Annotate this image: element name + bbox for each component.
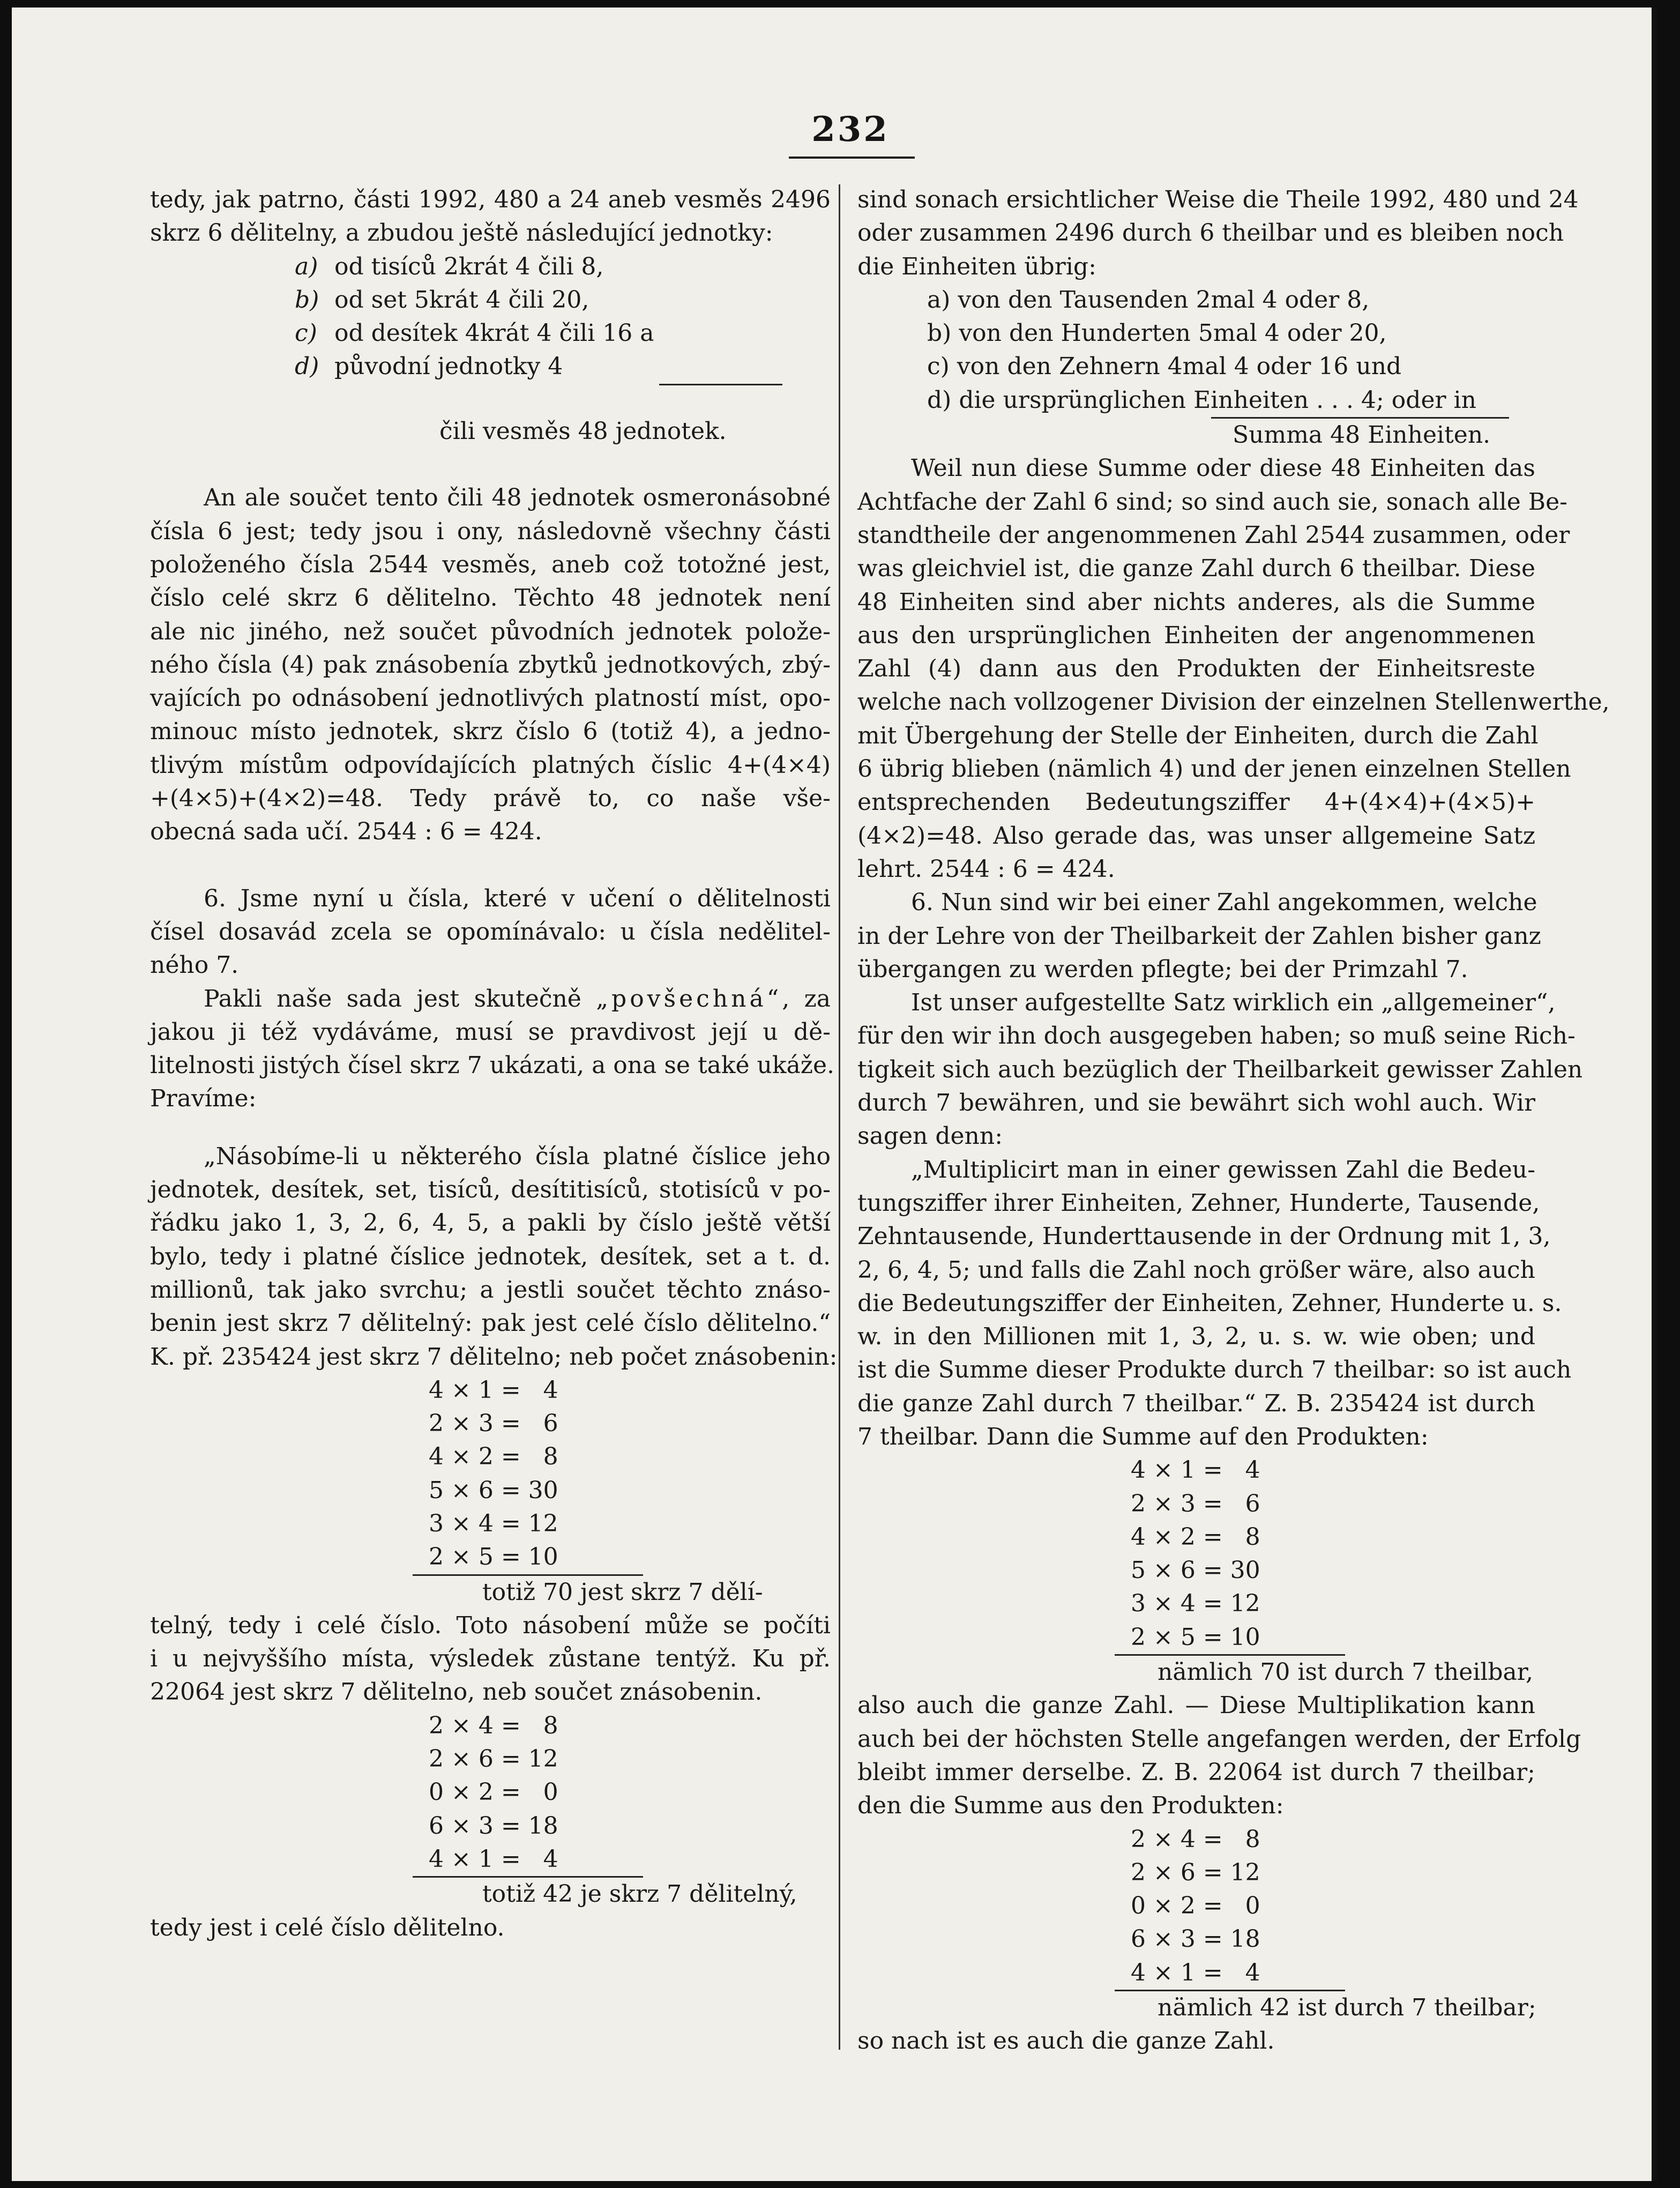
text-line: 6 übrig blieben (nämlich 4) und der jenen einzelnen Stellen — [857, 755, 1571, 783]
calc-row: 4 × 2 = 8 — [1131, 1523, 1260, 1551]
list-item: c) od desítek 4krát 4 čili 16 a — [295, 319, 654, 347]
text-line: die Bedeutungsziffer der Einheiten, Zehner, Hunderte u. s. — [857, 1289, 1562, 1317]
text-line: Ist unser aufgestellte Satz wirklich ein „allgemeiner“, — [911, 989, 1556, 1017]
calc-row: 6 × 3 = 18 — [429, 1812, 558, 1840]
text-line: položeného čísla 2544 vesměs, aneb což totožné jest, — [150, 550, 831, 578]
text-line: in der Lehre von der Theilbarkeit der Zahlen bisher ganz — [857, 922, 1541, 950]
text-line: standtheile der angenommenen Zahl 2544 zusammen, oder — [857, 521, 1570, 549]
calc-row: 3 × 4 = 12 — [429, 1509, 558, 1537]
text-line: so nach ist es auch die ganze Zahl. — [857, 2027, 1275, 2055]
text-line: ného čísla (4) pak znásobenía zbytků jednotkových, zbý- — [150, 651, 831, 679]
text-line: Achtfache der Zahl 6 sind; so sind auch sie, sonach alle Be- — [857, 488, 1567, 516]
text-line: „Multiplicirt man in einer gewissen Zahl die Bedeu- — [911, 1156, 1535, 1184]
text-line: Pravíme: — [150, 1085, 257, 1113]
text-line: litelnosti jistých čísel skrz 7 ukázati, a ona se také ukáže. — [150, 1052, 834, 1080]
text-line: tedy, jak patrno, části 1992, 480 a 24 aneb vesměs 2496 — [150, 186, 831, 213]
calc-row: 5 × 6 = 30 — [1131, 1557, 1260, 1584]
text-line: bleibt immer derselbe. Z. B. 22064 ist durch 7 theilbar; — [857, 1758, 1535, 1786]
text-line: was gleichviel ist, die ganze Zahl durch 6 theilbar. Diese — [857, 555, 1535, 583]
text-line: sind sonach ersichtlicher Weise die Theile 1992, 480 und 24 — [857, 186, 1579, 213]
calc-row: 4 × 1 = 4 — [1131, 1456, 1260, 1484]
calc-row: 0 × 2 = 0 — [1131, 1892, 1260, 1920]
sum-rule — [659, 384, 782, 385]
czech-paragraph-2 — [150, 481, 831, 849]
text-line: 7 theilbar. Dann die Summe auf den Produkten: — [857, 1423, 1429, 1450]
text-line: Zehntausende, Hunderttausende in der Ordnung mit 1, 3, — [857, 1223, 1551, 1251]
text-line: 6. Nun sind wir bei einer Zahl angekommen, welche — [911, 889, 1537, 917]
calc-row: 5 × 6 = 30 — [429, 1476, 558, 1504]
text-line: oder zusammen 2496 durch 6 theilbar und es bleiben noch — [857, 219, 1564, 247]
list-total: čili vesměs 48 jednotek. — [439, 418, 727, 445]
german-calculation-2 — [857, 1823, 1535, 1991]
text-line: Zahl (4) dann aus den Produkten der Einheitsreste — [857, 655, 1535, 683]
text-line: řádku jako 1, 3, 2, 6, 4, 5, a pakli by číslo ještě větší — [150, 1209, 831, 1237]
list-item: a) od tisíců 2krát 4 čili 8, — [295, 252, 604, 280]
text-line: lehrt. 2544 : 6 = 424. — [857, 855, 1115, 883]
czech-column — [150, 183, 838, 1945]
german-column — [857, 183, 1610, 2058]
calc-row: 2 × 6 = 12 — [429, 1745, 558, 1773]
text-line: tlivým místům odpovídajících platných číslic 4+(4×4) — [150, 751, 831, 779]
text-line: tungsziffer ihrer Einheiten, Zehner, Hunderte, Tausende, — [857, 1189, 1540, 1217]
text-line: benin jest skrz 7 dělitelný: pak jest celé číslo dělitelno.“ — [150, 1309, 831, 1337]
text-line: An ale součet tento čili 48 jednotek osmeronásobné — [204, 484, 831, 512]
text-line: K. př. 235424 jest skrz 7 dělitelno; neb počet znásobenin: — [150, 1343, 838, 1371]
text-line: welche nach vollzogener Division der einzelnen Stellenwerthe, — [857, 688, 1610, 716]
czech-paragraph-1 — [150, 183, 831, 250]
text-line: (4×2)=48. Also gerade das, was unser allgemeine Satz — [857, 822, 1535, 850]
text-line: die ganze Zahl durch 7 theilbar.“ Z. B. 235424 ist durch — [857, 1389, 1535, 1417]
text-line: „Násobíme-li u některého čísla platné číslice jeho — [204, 1142, 831, 1170]
german-paragraph-1 — [857, 183, 1579, 284]
calc-row: 2 × 4 = 8 — [429, 1711, 558, 1739]
german-paragraph-4 — [857, 986, 1583, 1153]
text-line: +(4×5)+(4×2)=48. Tedy právě to, co naše vše- — [150, 785, 831, 813]
german-rule-quote — [857, 1153, 1572, 1454]
column-divider — [839, 184, 840, 2050]
text-line: den die Summe aus den Produkten: — [857, 1792, 1284, 1820]
calc-row: 4 × 1 = 4 — [1115, 1956, 1345, 1991]
calc-row: 6 × 3 = 18 — [1131, 1925, 1260, 1953]
text-line: w. in den Millionen mit 1, 3, 2, u. s. w. wie oben; und — [857, 1323, 1535, 1351]
calc-row: 0 × 2 = 0 — [429, 1778, 558, 1806]
list-item: b) von den Hunderten 5mal 4 oder 20, — [927, 319, 1387, 347]
text-line: für den wir ihn doch ausgegeben haben; so muß seine Rich- — [857, 1022, 1576, 1050]
page-number-rule — [789, 157, 915, 159]
text-line: obecná sada učí. 2544 : 6 = 424. — [150, 818, 542, 846]
text-line: ale nic jiného, než součet původních jednotek polože- — [150, 617, 831, 645]
list-item: d) původní jednotky 4 — [295, 353, 563, 381]
calc-row: 2 × 5 = 10 — [413, 1540, 643, 1575]
calc-row: 4 × 1 = 4 — [413, 1843, 643, 1878]
list-item: b) od set 5krát 4 čili 20, — [295, 286, 589, 314]
text-line: čísel dosavád zcela se opomínávalo: u čísla nedělitel- — [150, 918, 831, 946]
czech-paragraph-6 — [150, 1609, 831, 1709]
calc-result: totiž 70 jest skrz 7 dělí- — [482, 1578, 763, 1606]
text-line: jakou ji též vydáváme, musí se pravdivost její u dě- — [150, 1018, 831, 1046]
text-line: die Einheiten übrig: — [857, 252, 1096, 280]
czech-calculation-2 — [150, 1709, 831, 1878]
calc-row: 2 × 4 = 8 — [1131, 1825, 1260, 1853]
czech-calculation-1 — [150, 1374, 831, 1576]
text-line: tigkeit sich auch bezüglich der Theilbarkeit gewisser Zahlen — [857, 1055, 1583, 1083]
list-total: Summa 48 Einheiten. — [1233, 421, 1491, 449]
german-paragraph-3 — [857, 886, 1541, 986]
czech-paragraph-3 — [150, 882, 831, 983]
text-line: vajících po odnásobení jednotlivých platností míst, opo- — [150, 684, 831, 712]
text-line: skrz 6 dělitelny, a zbudou ještě následující jednotky: — [150, 219, 773, 247]
calc-row: 2 × 3 = 6 — [1131, 1490, 1260, 1517]
calc-row: 4 × 1 = 4 — [429, 1376, 558, 1404]
calc-result: totiž 42 je skrz 7 dělitelný, — [482, 1880, 797, 1908]
text-line: Weil nun diese Summe oder diese 48 Einheiten das — [911, 455, 1535, 482]
list-item: a) von den Tausenden 2mal 4 oder 8, — [927, 286, 1370, 314]
text-line: bylo, tedy i platné číslice jednotek, desítek, set a t. d. — [150, 1242, 831, 1270]
text-line: 22064 jest skrz 7 dělitelno, neb součet znásobenin. — [150, 1678, 763, 1706]
text-line: entsprechenden Bedeutungsziffer 4+(4×4)+(4×5)+ — [857, 788, 1535, 816]
list-item: c) von den Zehnern 4mal 4 oder 16 und — [927, 353, 1402, 381]
text-line: durch 7 bewähren, und sie bewährt sich wohl auch. Wir — [857, 1089, 1535, 1117]
text-line: jednotek, desítek, set, tisíců, desítitisíců, stotisíců v po- — [150, 1176, 831, 1204]
text-line: i u nejvyššího místa, výsledek zůstane tentýž. Ku př. — [150, 1645, 831, 1673]
german-remainder-list — [857, 284, 1535, 417]
calc-row: 2 × 3 = 6 — [429, 1410, 558, 1438]
text-line: telný, tedy i celé číslo. Toto násobení může se počíti — [150, 1611, 831, 1639]
czech-rule-quote — [150, 1140, 838, 1374]
calc-row: 2 × 6 = 12 — [1131, 1858, 1260, 1886]
text-line: ist die Summe dieser Produkte durch 7 theilbar: so ist auch — [857, 1356, 1572, 1384]
book-page — [12, 8, 1657, 2181]
czech-paragraph-4 — [150, 983, 834, 1116]
calc-result: nämlich 70 ist durch 7 theilbar, — [1158, 1658, 1533, 1686]
text-line: 6. Jsme nyní u čísla, které v učení o dělitelnosti — [204, 884, 831, 912]
text-line: übergangen zu werden pflegte; bei der Primzahl 7. — [857, 955, 1468, 983]
text-line: millionů, tak jako svrchu; a jestli součet těchto znáso- — [150, 1276, 831, 1304]
text-line: ného 7. — [150, 951, 239, 979]
page-number: 232 — [811, 109, 890, 150]
calc-row: 2 × 5 = 10 — [1115, 1621, 1345, 1656]
german-paragraph-2 — [857, 452, 1610, 886]
german-paragraph-6 — [857, 1689, 1581, 1822]
text-line: minouc místo jednotek, skrz číslo 6 (totiž 4), a jedno- — [150, 718, 831, 746]
text-line: číslo celé skrz 6 dělitelno. Těchto 48 jednotek není — [150, 584, 831, 612]
calc-row: 4 × 2 = 8 — [429, 1443, 558, 1471]
czech-remainder-list — [150, 250, 831, 417]
text-line: auch bei der höchsten Stelle angefangen werden, der Erfolg — [857, 1725, 1581, 1753]
text-line: sagen denn: — [857, 1122, 1003, 1150]
text-line: 48 Einheiten sind aber nichts anderes, als die Summe — [857, 588, 1535, 616]
calc-result: nämlich 42 ist durch 7 theilbar; — [1158, 1994, 1536, 2022]
text-line: also auch die ganze Zahl. — Diese Multiplikation kann — [857, 1692, 1535, 1720]
text-line: 2, 6, 4, 5; und falls die Zahl noch größer wäre, also auch — [857, 1256, 1535, 1284]
german-calculation-1 — [857, 1454, 1535, 1656]
text-line: mit Übergehung der Stelle der Einheiten, durch die Zahl — [857, 721, 1539, 749]
calc-row: 3 × 4 = 12 — [1131, 1590, 1260, 1618]
list-item: d) die ursprünglichen Einheiten . . . 4; oder in — [927, 386, 1476, 414]
text-line: Pakli naše sada jest skutečně „povšechná“, za — [204, 985, 831, 1013]
text-line: tedy jest i celé číslo dělitelno. — [150, 1914, 505, 1941]
text-line: aus den ursprünglichen Einheiten der angenommenen — [857, 621, 1535, 649]
text-line: čísla 6 jest; tedy jsou i ony, následovně všechny části — [150, 517, 831, 545]
